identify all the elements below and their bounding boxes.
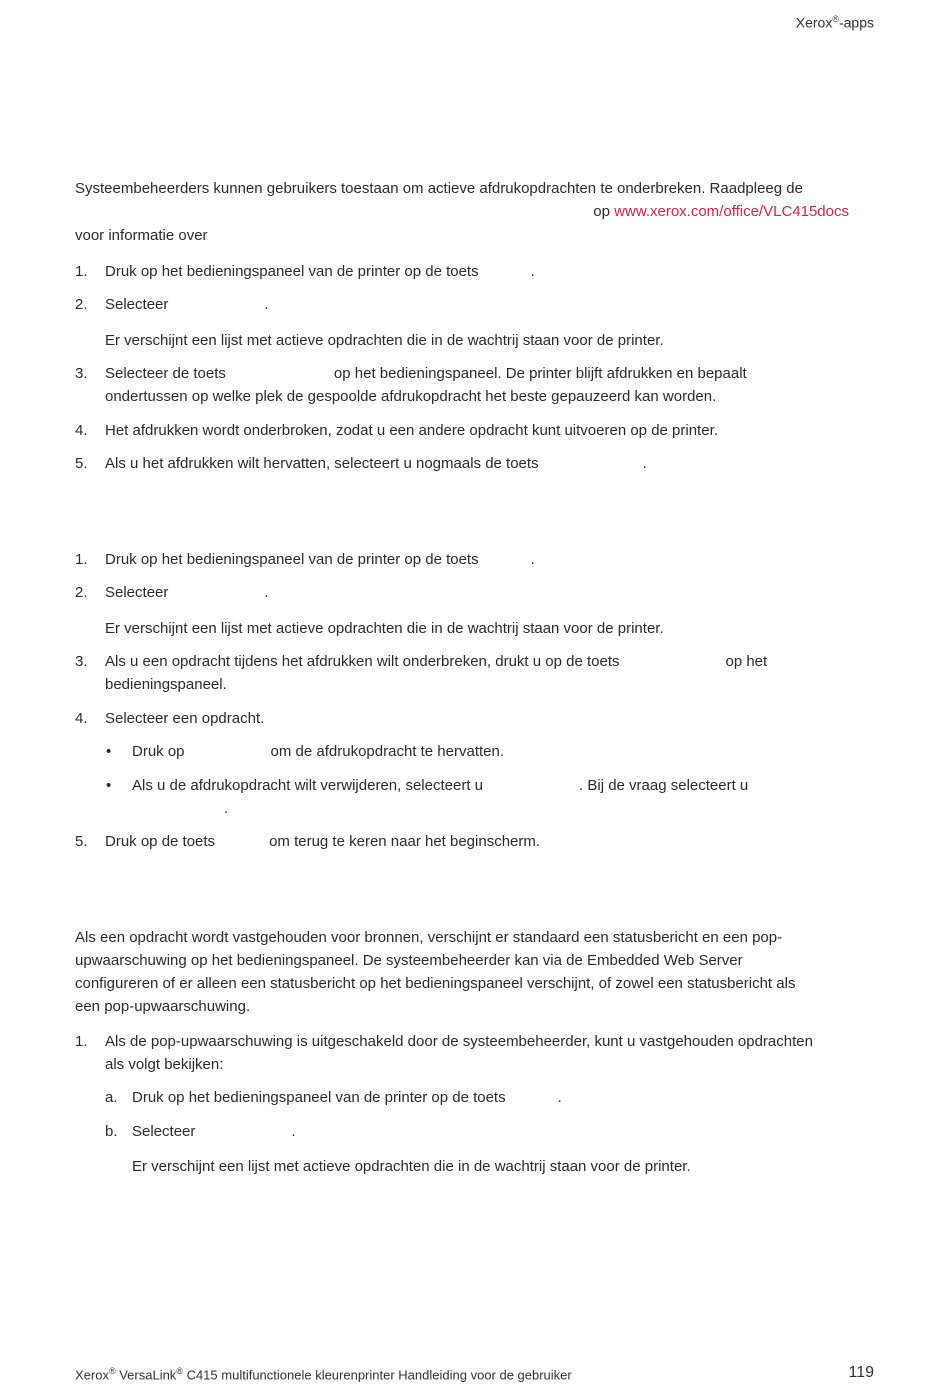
step-text-main: Als u het afdrukken wilt hervatten, selecteert u nogmaals de toets bbox=[105, 455, 539, 472]
intro-line-3: voor informatie over bbox=[75, 227, 208, 244]
step-number: 3. bbox=[75, 365, 88, 382]
step-text bbox=[105, 551, 535, 568]
footer-brand: Xerox bbox=[75, 1367, 109, 1383]
step-number: 3. bbox=[75, 653, 88, 670]
substep-text bbox=[132, 1089, 562, 1106]
step-text-main: Druk op de toets bbox=[105, 833, 216, 850]
intro-line-1: Systeembeheerders kunnen gebruikers toestaan om actieve afdrukopdrachten te onderbreken. Raadpleeg de bbox=[75, 180, 803, 197]
bullet-text bbox=[132, 777, 748, 794]
footer-product: VersaLink bbox=[115, 1367, 177, 1383]
step-text-main: Druk op het bedieningspaneel van de printer op de toets bbox=[105, 551, 479, 568]
step-end: . bbox=[530, 263, 535, 280]
step-note: Er verschijnt een lijst met actieve opdrachten die in de wachtrij staan voor de printer. bbox=[105, 620, 664, 637]
bullet-text-main: Als u de afdrukopdracht wilt verwijderen, selecteert u bbox=[132, 777, 484, 794]
bullet-text-line2: . bbox=[224, 800, 229, 817]
substep-note: Er verschijnt een lijst met actieve opdrachten die in de wachtrij staan voor de printer. bbox=[132, 1158, 691, 1175]
step-text-line2: ondertussen op welke plek de gespoolde afdrukopdracht het beste gepauzeerd kan worden. bbox=[105, 388, 717, 405]
step-text-cont: om terug te keren naar het beginscherm. bbox=[269, 833, 541, 850]
substep-text-main: Selecteer bbox=[132, 1123, 196, 1140]
paragraph-line: configureren of er alleen een statusbericht op het bedieningspaneel verschijnt, of zowel een statusbericht als bbox=[75, 975, 796, 992]
footer-reg-mark: ® bbox=[108, 1366, 116, 1376]
step-number: 5. bbox=[75, 833, 88, 850]
docs-link[interactable]: www.xerox.com/office/VLC415docs bbox=[614, 203, 849, 220]
header-reg-mark: ® bbox=[832, 14, 839, 24]
step-number: 4. bbox=[75, 422, 88, 439]
bullet-text-main: Druk op bbox=[132, 743, 185, 760]
running-footer bbox=[75, 1366, 572, 1382]
step-number: 5. bbox=[75, 455, 88, 472]
step-text-main: Selecteer bbox=[105, 296, 169, 313]
step-text-main: Druk op het bedieningspaneel van de printer op de toets bbox=[105, 263, 479, 280]
step-number: 2. bbox=[75, 296, 88, 313]
footer-title: C415 multifunctionele kleurenprinter Handleiding voor de gebruiker bbox=[182, 1367, 572, 1383]
page-number: 119 bbox=[848, 1364, 874, 1381]
step-text bbox=[105, 365, 747, 382]
step-number: 1. bbox=[75, 551, 88, 568]
step-text bbox=[105, 833, 540, 850]
step-text-cont: op het bbox=[725, 653, 768, 670]
intro-op: op bbox=[593, 203, 615, 220]
step-text bbox=[105, 455, 647, 472]
step-text-main: Selecteer bbox=[105, 584, 169, 601]
intro-line-2 bbox=[593, 203, 849, 220]
bullet-text-cont: . Bij de vraag selecteert u bbox=[579, 777, 749, 794]
step-end: . bbox=[530, 551, 535, 568]
step-text bbox=[105, 263, 535, 280]
step-text bbox=[105, 653, 767, 670]
substep-marker: b. bbox=[105, 1123, 118, 1140]
step-note: Er verschijnt een lijst met actieve opdrachten die in de wachtrij staan voor de printer. bbox=[105, 332, 664, 349]
step-end: . bbox=[264, 296, 269, 313]
substep-end: . bbox=[557, 1089, 562, 1106]
paragraph-line: een pop-upwaarschuwing. bbox=[75, 998, 251, 1015]
step-number: 1. bbox=[75, 263, 88, 280]
running-header bbox=[796, 14, 874, 31]
header-suffix: -apps bbox=[838, 14, 874, 31]
footer-reg-mark: ® bbox=[176, 1366, 183, 1376]
bullet-marker: • bbox=[106, 743, 112, 760]
step-end: . bbox=[642, 455, 647, 472]
step-text: Als de pop-upwaarschuwing is uitgeschakeld door de systeembeheerder, kunt u vastgehouden opdrachten bbox=[105, 1033, 813, 1050]
substep-text-main: Druk op het bedieningspaneel van de printer op de toets bbox=[132, 1089, 506, 1106]
step-text: Selecteer een opdracht. bbox=[105, 710, 265, 727]
bullet-text bbox=[132, 743, 504, 760]
step-end: . bbox=[264, 584, 269, 601]
substep-marker: a. bbox=[105, 1089, 118, 1106]
step-number: 1. bbox=[75, 1033, 88, 1050]
step-text: Het afdrukken wordt onderbroken, zodat u een andere opdracht kunt uitvoeren op de printer. bbox=[105, 422, 718, 439]
step-text-line2: als volgt bekijken: bbox=[105, 1056, 224, 1073]
substep-text bbox=[132, 1123, 296, 1140]
step-text bbox=[105, 584, 269, 601]
step-number: 2. bbox=[75, 584, 88, 601]
bullet-text-cont: om de afdrukopdracht te hervatten. bbox=[270, 743, 505, 760]
step-text-main: Als u een opdracht tijdens het afdrukken wilt onderbreken, drukt u op de toets bbox=[105, 653, 620, 670]
bullet-marker: • bbox=[106, 777, 112, 794]
header-brand: Xerox bbox=[795, 14, 833, 31]
paragraph-line: upwaarschuwing op het bedieningspaneel. De systeembeheerder kan via de Embedded Web Server bbox=[75, 952, 743, 969]
paragraph-line: Als een opdracht wordt vastgehouden voor bronnen, verschijnt er standaard een statusbericht en een pop- bbox=[75, 929, 783, 946]
step-number: 4. bbox=[75, 710, 88, 727]
step-text-main: Selecteer de toets bbox=[105, 365, 226, 382]
substep-end: . bbox=[291, 1123, 296, 1140]
step-text-line2: bedieningspaneel. bbox=[105, 676, 227, 693]
step-text bbox=[105, 296, 269, 313]
step-text-cont: op het bedieningspaneel. De printer blijft afdrukken en bepaalt bbox=[333, 365, 747, 382]
